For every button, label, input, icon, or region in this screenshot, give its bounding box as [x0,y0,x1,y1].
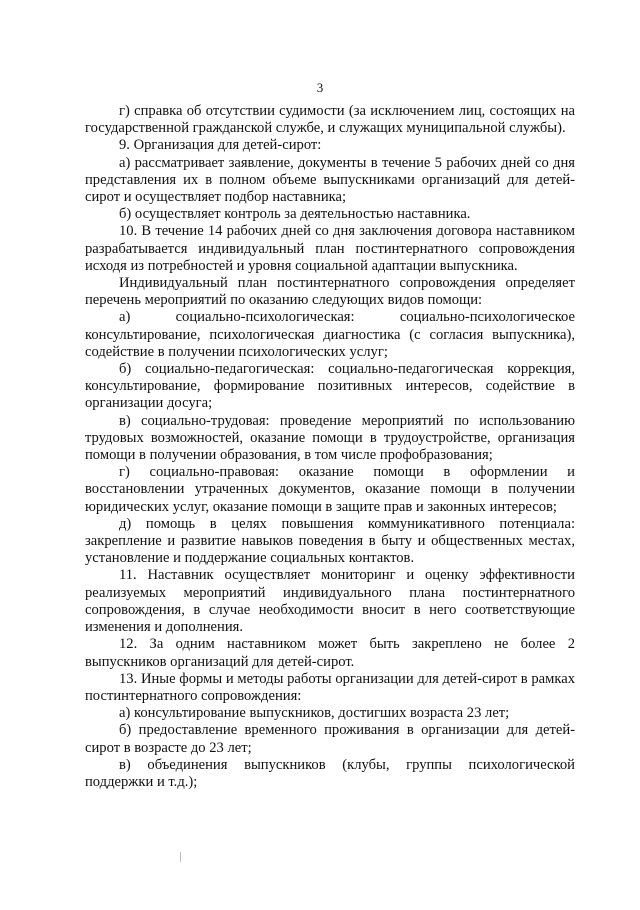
paragraph-13a: а) консультирование выпускников, достигших возраста 23 лет; [119,705,510,722]
page-number: 3 [316,80,324,95]
paragraph-help-d: д) помощь в целях повышения коммуникативного потенциала: закрепление и развитие навыков поведения в быту и общественных местах, установление и поддержание социальных контактов. [85,515,575,567]
paragraph-help-v: в) социально-трудовая: проведение мероприятий по использованию трудовых возможностей, оказание помощи в трудоустройстве, организация помощи в получении образования, в том числе профобразования; [85,412,575,464]
paragraph-help-g: г) социально-правовая: оказание помощи в оформлении и восстановлении утраченных документов, оказание помощи в получении юридических услуг, оказание помощи в защите прав и законных интересов; [85,464,575,515]
paragraph-9-heading: 9. Организация для детей-сирот: [119,137,322,154]
paragraph-g-certificate: г) справка об отсутствии судимости (за исключением лиц, состоящих на государственной гражданской службе, и служащих муниципальной службы). [85,103,575,137]
paragraph-13v: в) объединения выпускников (клубы, группы психологической поддержки и т.д.); [85,756,575,790]
paragraph-10: 10. В течение 14 рабочих дней со дня заключения договора наставником разрабатывается индивидуальный план постинтернатного сопровождения исходя из потребностей и уровня социальной адаптации выпускника. [85,223,575,274]
paragraph-13b: б) предоставление временного проживания в организации для детей-сирот в возрасте до 23 лет; [85,722,575,756]
paragraph-help-b: б) социально-педагогическая: социально-педагогическая коррекция, консультирование, формирование позитивных интересов, содействие в организации досуга; [85,361,575,412]
paragraph-11: 11. Наставник осуществляет мониторинг и оценку эффективности реализуемых мероприятий индивидуального плана постинтернатного сопровождения, в случае необходимости вносит в него соответствующие изменения и дополнения. [85,567,575,636]
paragraph-9b: б) осуществляет контроль за деятельностью наставника. [119,206,471,223]
scan-artifact [180,852,181,862]
paragraph-help-a: а) социально-психологическая: социально-психологическое консультирование, психологическая диагностика (с согласия выпускника), содействие в получении психологических услуг; [85,309,575,360]
paragraph-plan-intro: Индивидуальный план постинтернатного сопровождения определяет перечень мероприятий по оказанию следующих видов помощи: [85,275,575,309]
paragraph-13: 13. Иные формы и методы работы организации для детей-сирот в рамках постинтернатного сопровождения: [85,670,575,704]
paragraph-12: 12. За одним наставником может быть закреплено не более 2 выпускников организаций для детей-сирот. [85,636,575,670]
document-body [85,103,575,791]
paragraph-9a: а) рассматривает заявление, документы в течение 5 рабочих дней со дня представления их в полном объеме выпускниками организаций для детей-сирот и осуществляет подбор наставника; [85,154,575,206]
